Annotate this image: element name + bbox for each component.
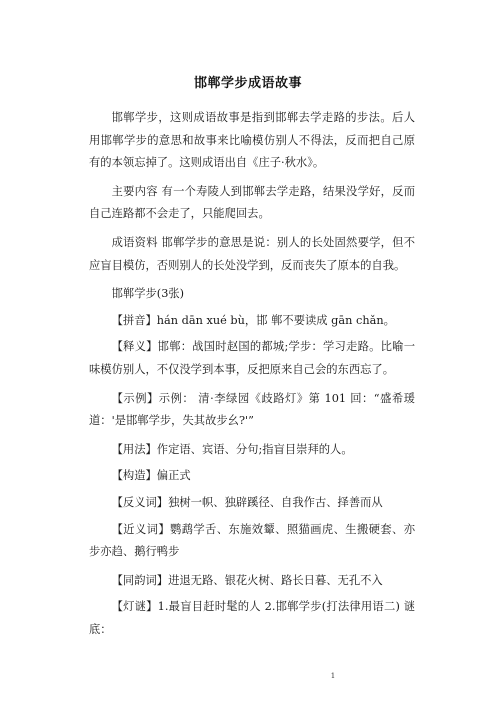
paragraph-pinyin: 【拼音】hán dān xué bù，邯 郸不要读成 gān chǎn。 <box>111 313 395 327</box>
paragraph-meaning: 【释义】邯郸：战国时赵国的都城;学步：学习走路。比喻一味模仿别人，不仅没学到本事，反把原来自己会的东西忘了。 <box>89 340 415 376</box>
document-body <box>89 107 415 645</box>
paragraph-usage: 【用法】作定语、宾语、分句;指盲目崇拜的人。 <box>111 442 353 456</box>
paragraph-riddle: 【灯谜】1.最盲目赶时髦的人 2.邯郸学步(打法律用语二) 谜底： <box>89 600 415 636</box>
page-number: 1 <box>330 672 336 680</box>
paragraph-info: 成语资料 邯郸学步的意思是说：别人的长处固然要学，但不应盲目模仿，否则别人的长处没学到，反而丧失了原本的自我。 <box>89 235 415 272</box>
paragraph-intro: 邯郸学步，这则成语故事是指到邯郸去学走路的步法。后人用邯郸学步的意思和故事来比喻模仿别人不得法，反而把自己原有的本领忘掉了。这则成语出自《庄子·秋水》。 <box>89 111 415 170</box>
page-title: 邯郸学步成语故事 <box>193 76 302 91</box>
paragraph-antonyms: 【反义词】独树一帜、独辟蹊径、自我作古、择善而从 <box>111 495 383 509</box>
paragraph-content: 主要内容 有一个寿陵人到邯郸去学走路，结果没学好，反而自己连路都不会走了，只能爬回去。 <box>89 184 415 221</box>
paragraph-rhymes: 【同韵词】进退无路、银花火树、路长日暮、无孔不入 <box>111 573 383 587</box>
paragraph-example: 【示例】示例： 清·李绿园《歧路灯》第 101 回：“盛希瑗道：'是邯郸学步，失其故步幺?'” <box>89 391 415 428</box>
paragraph-structure: 【构造】偏正式 <box>111 469 191 483</box>
paragraph-synonyms: 【近义词】鹦鹉学舌、东施效颦、照猫画虎、生搬硬套、亦步亦趋、鹅行鸭步 <box>89 522 415 559</box>
paragraph-images: 邯郸学步(3张) <box>111 287 185 301</box>
